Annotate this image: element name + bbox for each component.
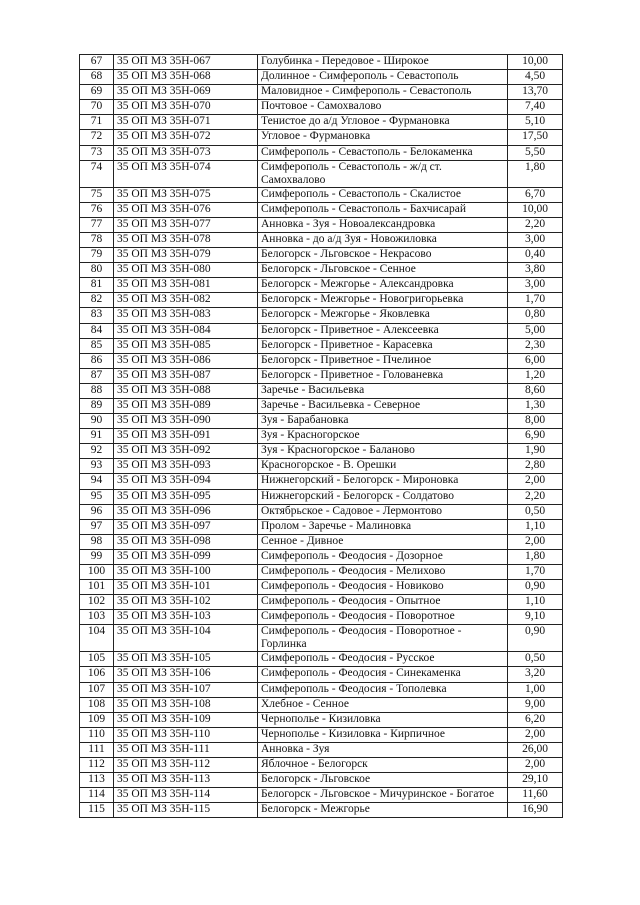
road-code: 35 ОП МЗ 35Н-095 (114, 489, 258, 504)
table-row (80, 610, 563, 625)
road-code: 35 ОП МЗ 35Н-080 (114, 263, 258, 278)
road-length: 10,00 (508, 202, 563, 217)
road-name: Белогорск - Межгорье - Александровка (258, 278, 508, 293)
row-number: 101 (80, 580, 114, 595)
road-code: 35 ОП МЗ 35Н-094 (114, 474, 258, 489)
road-name: Заречье - Васильевка (258, 383, 508, 398)
road-code: 35 ОП МЗ 35Н-105 (114, 652, 258, 667)
row-number: 87 (80, 368, 114, 383)
table-row (80, 278, 563, 293)
row-number: 108 (80, 697, 114, 712)
road-code: 35 ОП МЗ 35Н-073 (114, 145, 258, 160)
road-length: 7,40 (508, 100, 563, 115)
table-row (80, 338, 563, 353)
road-code: 35 ОП МЗ 35Н-077 (114, 217, 258, 232)
road-length: 1,00 (508, 682, 563, 697)
row-number: 98 (80, 534, 114, 549)
table-row (80, 187, 563, 202)
row-number: 91 (80, 429, 114, 444)
roads-table-body (80, 55, 563, 818)
road-name: Симферополь - Феодосия - Поворотное (258, 610, 508, 625)
road-length: 0,90 (508, 580, 563, 595)
row-number: 84 (80, 323, 114, 338)
row-number: 76 (80, 202, 114, 217)
road-length: 5,10 (508, 115, 563, 130)
row-number: 78 (80, 232, 114, 247)
road-code: 35 ОП МЗ 35Н-075 (114, 187, 258, 202)
row-number: 112 (80, 758, 114, 773)
row-number: 93 (80, 459, 114, 474)
road-code: 35 ОП МЗ 35Н-112 (114, 758, 258, 773)
road-length: 1,70 (508, 565, 563, 580)
road-name: Симферополь - Феодосия - Опытное (258, 595, 508, 610)
road-length: 13,70 (508, 85, 563, 100)
table-row (80, 263, 563, 278)
road-code: 35 ОП МЗ 35Н-090 (114, 414, 258, 429)
road-name: Белогорск - Льговское (258, 773, 508, 788)
road-name: Красногорское - В. Орешки (258, 459, 508, 474)
row-number: 90 (80, 414, 114, 429)
road-length: 0,90 (508, 625, 563, 652)
row-number: 74 (80, 160, 114, 187)
road-name: Голубинка - Передовое - Широкое (258, 55, 508, 70)
road-name: Симферополь - Феодосия - Русское (258, 652, 508, 667)
row-number: 94 (80, 474, 114, 489)
road-name: Белогорск - Приветное - Алексеевка (258, 323, 508, 338)
road-code: 35 ОП МЗ 35Н-076 (114, 202, 258, 217)
road-name: Зуя - Красногорское - Баланово (258, 444, 508, 459)
table-row (80, 534, 563, 549)
road-length: 0,50 (508, 652, 563, 667)
road-code: 35 ОП МЗ 35Н-085 (114, 338, 258, 353)
road-code: 35 ОП МЗ 35Н-113 (114, 773, 258, 788)
road-name: Симферополь - Севастополь - Белокаменка (258, 145, 508, 160)
road-length: 1,80 (508, 160, 563, 187)
road-code: 35 ОП МЗ 35Н-074 (114, 160, 258, 187)
road-code: 35 ОП МЗ 35Н-088 (114, 383, 258, 398)
road-length: 5,00 (508, 323, 563, 338)
road-length: 2,20 (508, 489, 563, 504)
road-code: 35 ОП МЗ 35Н-104 (114, 625, 258, 652)
row-number: 68 (80, 70, 114, 85)
road-length: 1,90 (508, 444, 563, 459)
row-number: 89 (80, 398, 114, 413)
road-name: Тенистое до а/д Угловое - Фурмановка (258, 115, 508, 130)
road-name: Симферополь - Севастополь - Бахчисарай (258, 202, 508, 217)
table-row (80, 697, 563, 712)
row-number: 97 (80, 519, 114, 534)
row-number: 92 (80, 444, 114, 459)
road-length: 3,00 (508, 278, 563, 293)
road-length: 1,30 (508, 398, 563, 413)
row-number: 111 (80, 742, 114, 757)
road-length: 0,40 (508, 248, 563, 263)
road-name: Симферополь - Феодосия - Дозорное (258, 549, 508, 564)
road-name: Заречье - Васильевка - Северное (258, 398, 508, 413)
road-name: Симферополь - Феодосия - Тополевка (258, 682, 508, 697)
road-length: 6,00 (508, 353, 563, 368)
row-number: 110 (80, 727, 114, 742)
row-number: 67 (80, 55, 114, 70)
road-length: 1,20 (508, 368, 563, 383)
table-row (80, 459, 563, 474)
road-length: 0,80 (508, 308, 563, 323)
road-name: Симферополь - Феодосия - Новиково (258, 580, 508, 595)
road-length: 3,00 (508, 232, 563, 247)
road-name: Хлебное - Сенное (258, 697, 508, 712)
row-number: 115 (80, 803, 114, 818)
table-row (80, 489, 563, 504)
road-length: 6,20 (508, 712, 563, 727)
road-length: 16,90 (508, 803, 563, 818)
road-name: Нижнегорский - Белогорск - Мироновка (258, 474, 508, 489)
road-length: 10,00 (508, 55, 563, 70)
row-number: 80 (80, 263, 114, 278)
road-length: 9,00 (508, 697, 563, 712)
road-length: 2,80 (508, 459, 563, 474)
road-code: 35 ОП МЗ 35Н-087 (114, 368, 258, 383)
row-number: 71 (80, 115, 114, 130)
road-name: Симферополь - Феодосия - Поворотное - Горлинка (258, 625, 508, 652)
road-code: 35 ОП МЗ 35Н-109 (114, 712, 258, 727)
road-length: 9,10 (508, 610, 563, 625)
row-number: 114 (80, 788, 114, 803)
road-length: 2,00 (508, 474, 563, 489)
table-row (80, 202, 563, 217)
row-number: 107 (80, 682, 114, 697)
road-name: Зуя - Красногорское (258, 429, 508, 444)
road-length: 0,50 (508, 504, 563, 519)
road-name: Белогорск - Межгорье (258, 803, 508, 818)
road-code: 35 ОП МЗ 35Н-093 (114, 459, 258, 474)
road-code: 35 ОП МЗ 35Н-083 (114, 308, 258, 323)
road-code: 35 ОП МЗ 35Н-097 (114, 519, 258, 534)
road-code: 35 ОП МЗ 35Н-078 (114, 232, 258, 247)
road-length: 1,10 (508, 519, 563, 534)
table-row (80, 368, 563, 383)
road-length: 1,70 (508, 293, 563, 308)
road-name: Долинное - Симферополь - Севастополь (258, 70, 508, 85)
table-row (80, 444, 563, 459)
road-code: 35 ОП МЗ 35Н-079 (114, 248, 258, 263)
table-row (80, 773, 563, 788)
table-row (80, 232, 563, 247)
row-number: 69 (80, 85, 114, 100)
road-code: 35 ОП МЗ 35Н-068 (114, 70, 258, 85)
table-row (80, 474, 563, 489)
table-row (80, 130, 563, 145)
table-row (80, 115, 563, 130)
road-name: Нижнегорский - Белогорск - Солдатово (258, 489, 508, 504)
road-name: Симферополь - Феодосия - Синекаменка (258, 667, 508, 682)
table-row (80, 383, 563, 398)
row-number: 95 (80, 489, 114, 504)
road-length: 1,10 (508, 595, 563, 610)
table-row (80, 217, 563, 232)
row-number: 88 (80, 383, 114, 398)
row-number: 103 (80, 610, 114, 625)
road-length: 8,60 (508, 383, 563, 398)
table-row (80, 565, 563, 580)
table-row (80, 727, 563, 742)
road-name: Октябрьское - Садовое - Лермонтово (258, 504, 508, 519)
road-name: Анновка - Зуя - Новоалександровка (258, 217, 508, 232)
road-name: Белогорск - Межгорье - Яковлевка (258, 308, 508, 323)
road-length: 2,00 (508, 727, 563, 742)
row-number: 81 (80, 278, 114, 293)
road-name: Белогорск - Межгорье - Новогригорьевка (258, 293, 508, 308)
road-name: Зуя - Барабановка (258, 414, 508, 429)
road-code: 35 ОП МЗ 35Н-098 (114, 534, 258, 549)
road-code: 35 ОП МЗ 35Н-106 (114, 667, 258, 682)
road-name: Угловое - Фурмановка (258, 130, 508, 145)
table-row (80, 625, 563, 652)
road-name: Белогорск - Приветное - Пчелиное (258, 353, 508, 368)
row-number: 72 (80, 130, 114, 145)
road-code: 35 ОП МЗ 35Н-110 (114, 727, 258, 742)
table-row (80, 398, 563, 413)
road-length: 29,10 (508, 773, 563, 788)
row-number: 70 (80, 100, 114, 115)
table-row (80, 145, 563, 160)
table-row (80, 308, 563, 323)
row-number: 73 (80, 145, 114, 160)
road-code: 35 ОП МЗ 35Н-102 (114, 595, 258, 610)
table-row (80, 248, 563, 263)
row-number: 100 (80, 565, 114, 580)
road-code: 35 ОП МЗ 35Н-084 (114, 323, 258, 338)
road-code: 35 ОП МЗ 35Н-082 (114, 293, 258, 308)
row-number: 83 (80, 308, 114, 323)
row-number: 113 (80, 773, 114, 788)
road-length: 2,30 (508, 338, 563, 353)
road-code: 35 ОП МЗ 35Н-096 (114, 504, 258, 519)
roads-table (79, 54, 563, 818)
row-number: 82 (80, 293, 114, 308)
row-number: 79 (80, 248, 114, 263)
road-code: 35 ОП МЗ 35Н-101 (114, 580, 258, 595)
road-length: 6,70 (508, 187, 563, 202)
road-code: 35 ОП МЗ 35Н-103 (114, 610, 258, 625)
table-row (80, 549, 563, 564)
row-number: 86 (80, 353, 114, 368)
road-code: 35 ОП МЗ 35Н-067 (114, 55, 258, 70)
road-name: Симферополь - Севастополь - ж/д ст. Самохвалово (258, 160, 508, 187)
table-row (80, 580, 563, 595)
road-name: Белогорск - Приветное - Голованевка (258, 368, 508, 383)
road-name: Белогорск - Льговское - Некрасово (258, 248, 508, 263)
road-name: Яблочное - Белогорск (258, 758, 508, 773)
road-code: 35 ОП МЗ 35Н-092 (114, 444, 258, 459)
table-row (80, 758, 563, 773)
table-row (80, 652, 563, 667)
table-row (80, 100, 563, 115)
table-row (80, 414, 563, 429)
row-number: 105 (80, 652, 114, 667)
table-row (80, 519, 563, 534)
road-name: Чернополье - Кизиловка (258, 712, 508, 727)
road-length: 17,50 (508, 130, 563, 145)
road-length: 2,00 (508, 758, 563, 773)
road-length: 5,50 (508, 145, 563, 160)
table-row (80, 55, 563, 70)
road-name: Белогорск - Приветное - Карасевка (258, 338, 508, 353)
road-code: 35 ОП МЗ 35Н-071 (114, 115, 258, 130)
road-name: Анновка - Зуя (258, 742, 508, 757)
road-length: 6,90 (508, 429, 563, 444)
table-row (80, 803, 563, 818)
table-row (80, 504, 563, 519)
road-code: 35 ОП МЗ 35Н-069 (114, 85, 258, 100)
table-row (80, 323, 563, 338)
road-code: 35 ОП МЗ 35Н-089 (114, 398, 258, 413)
road-code: 35 ОП МЗ 35Н-107 (114, 682, 258, 697)
row-number: 102 (80, 595, 114, 610)
road-code: 35 ОП МЗ 35Н-070 (114, 100, 258, 115)
road-code: 35 ОП МЗ 35Н-072 (114, 130, 258, 145)
road-length: 8,00 (508, 414, 563, 429)
road-length: 1,80 (508, 549, 563, 564)
row-number: 96 (80, 504, 114, 519)
road-code: 35 ОП МЗ 35Н-111 (114, 742, 258, 757)
road-code: 35 ОП МЗ 35Н-114 (114, 788, 258, 803)
road-name: Анновка - до а/д Зуя - Новожиловка (258, 232, 508, 247)
table-row (80, 595, 563, 610)
road-code: 35 ОП МЗ 35Н-099 (114, 549, 258, 564)
road-name: Симферополь - Феодосия - Мелихово (258, 565, 508, 580)
row-number: 99 (80, 549, 114, 564)
road-name: Симферополь - Севастополь - Скалистое (258, 187, 508, 202)
road-length: 11,60 (508, 788, 563, 803)
road-length: 2,20 (508, 217, 563, 232)
road-code: 35 ОП МЗ 35Н-086 (114, 353, 258, 368)
row-number: 77 (80, 217, 114, 232)
table-row (80, 429, 563, 444)
road-code: 35 ОП МЗ 35Н-100 (114, 565, 258, 580)
road-length: 3,20 (508, 667, 563, 682)
road-length: 4,50 (508, 70, 563, 85)
table-row (80, 742, 563, 757)
table-row (80, 682, 563, 697)
table-row (80, 712, 563, 727)
road-length: 2,00 (508, 534, 563, 549)
road-code: 35 ОП МЗ 35Н-108 (114, 697, 258, 712)
road-name: Белогорск - Льговское - Сенное (258, 263, 508, 278)
road-name: Сенное - Дивное (258, 534, 508, 549)
row-number: 106 (80, 667, 114, 682)
row-number: 75 (80, 187, 114, 202)
table-row (80, 160, 563, 187)
road-name: Маловидное - Симферополь - Севастополь (258, 85, 508, 100)
row-number: 85 (80, 338, 114, 353)
table-row (80, 85, 563, 100)
table-row (80, 667, 563, 682)
table-row (80, 353, 563, 368)
road-code: 35 ОП МЗ 35Н-081 (114, 278, 258, 293)
road-name: Почтовое - Самохвалово (258, 100, 508, 115)
road-code: 35 ОП МЗ 35Н-115 (114, 803, 258, 818)
road-length: 3,80 (508, 263, 563, 278)
road-name: Белогорск - Льговское - Мичуринское - Богатое (258, 788, 508, 803)
row-number: 109 (80, 712, 114, 727)
row-number: 104 (80, 625, 114, 652)
road-name: Пролом - Заречье - Малиновка (258, 519, 508, 534)
road-code: 35 ОП МЗ 35Н-091 (114, 429, 258, 444)
road-name: Чернополье - Кизиловка - Кирпичное (258, 727, 508, 742)
table-row (80, 293, 563, 308)
table-row (80, 70, 563, 85)
table-row (80, 788, 563, 803)
road-length: 26,00 (508, 742, 563, 757)
